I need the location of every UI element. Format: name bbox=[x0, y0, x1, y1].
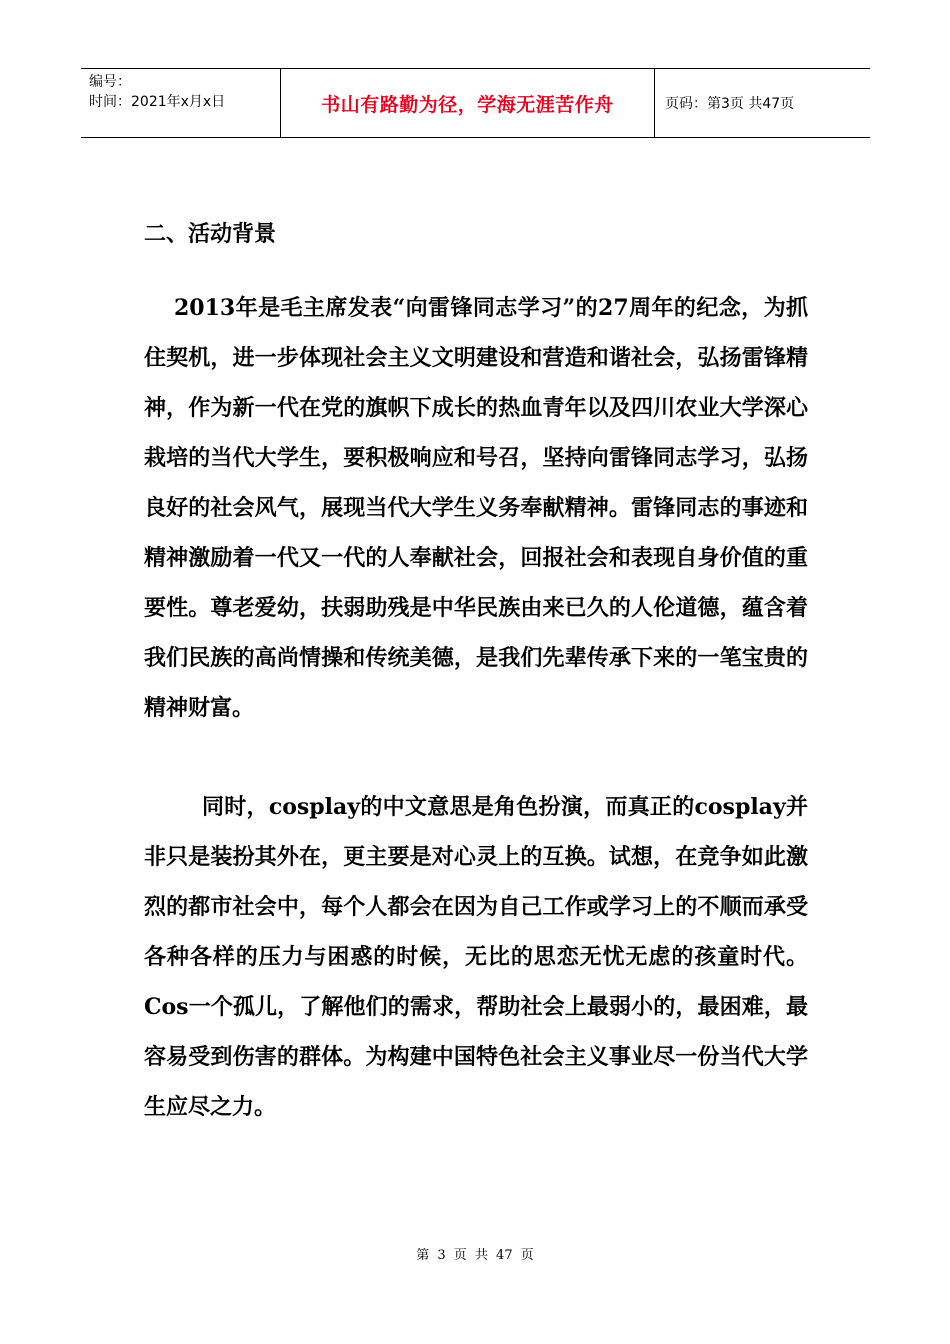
header-page-info: 页码：第3页 共47页 bbox=[665, 96, 795, 112]
number-label: 编号： bbox=[89, 74, 131, 90]
header-motto: 书山有路勤为径，学海无涯苦作舟 bbox=[281, 69, 655, 137]
page-footer: 第 3 页 共 47 页 bbox=[416, 1248, 534, 1263]
document-header bbox=[81, 68, 870, 138]
header-meta bbox=[81, 69, 281, 137]
paragraph-2: 同时，cosplay的中文意思是角色扮演，而真正的cosplay并非只是装扮其外在，更主要是对心灵上的互换。试想，在竞争如此激烈的都市社会中，每个人都会在因为自己工作或学习上的不顺而承受各种各样的压力与困惑的时候，无比的思恋无忧无虑的孩童时代。Cos一个孤儿，了解他们的需求，帮助社会上最弱小的，最困难，最容易受到伤害的群体。为构建中国特色社会主义事业尽一份当代大学生应尽之力。 bbox=[144, 794, 808, 1120]
paragraph-1: 2013年是毛主席发表“向雷锋同志学习”的27周年的纪念，为抓住契机，进一步体现社会主义文明建设和营造和谐社会，弘扬雷锋精神，作为新一代在党的旗帜下成长的热血青年以及四川农业大学深心栽培的当代大学生，要积极响应和号召，坚持向雷锋同志学习，弘扬良好的社会风气，展现当代大学生义务奉献精神。雷锋同志的事迹和精神激励着一代又一代的人奉献社会，回报社会和表现自身价值的重要性。尊老爱幼，扶弱助残是中华民族由来已久的人伦道德，蕴含着我们民族的高尚情操和传统美德，是我们先辈传承下来的一笔宝贵的精神财富。 bbox=[144, 295, 808, 721]
time-label: 时间：2021年x月x日 bbox=[89, 94, 226, 110]
section-heading: 二、活动背景 bbox=[144, 221, 277, 247]
